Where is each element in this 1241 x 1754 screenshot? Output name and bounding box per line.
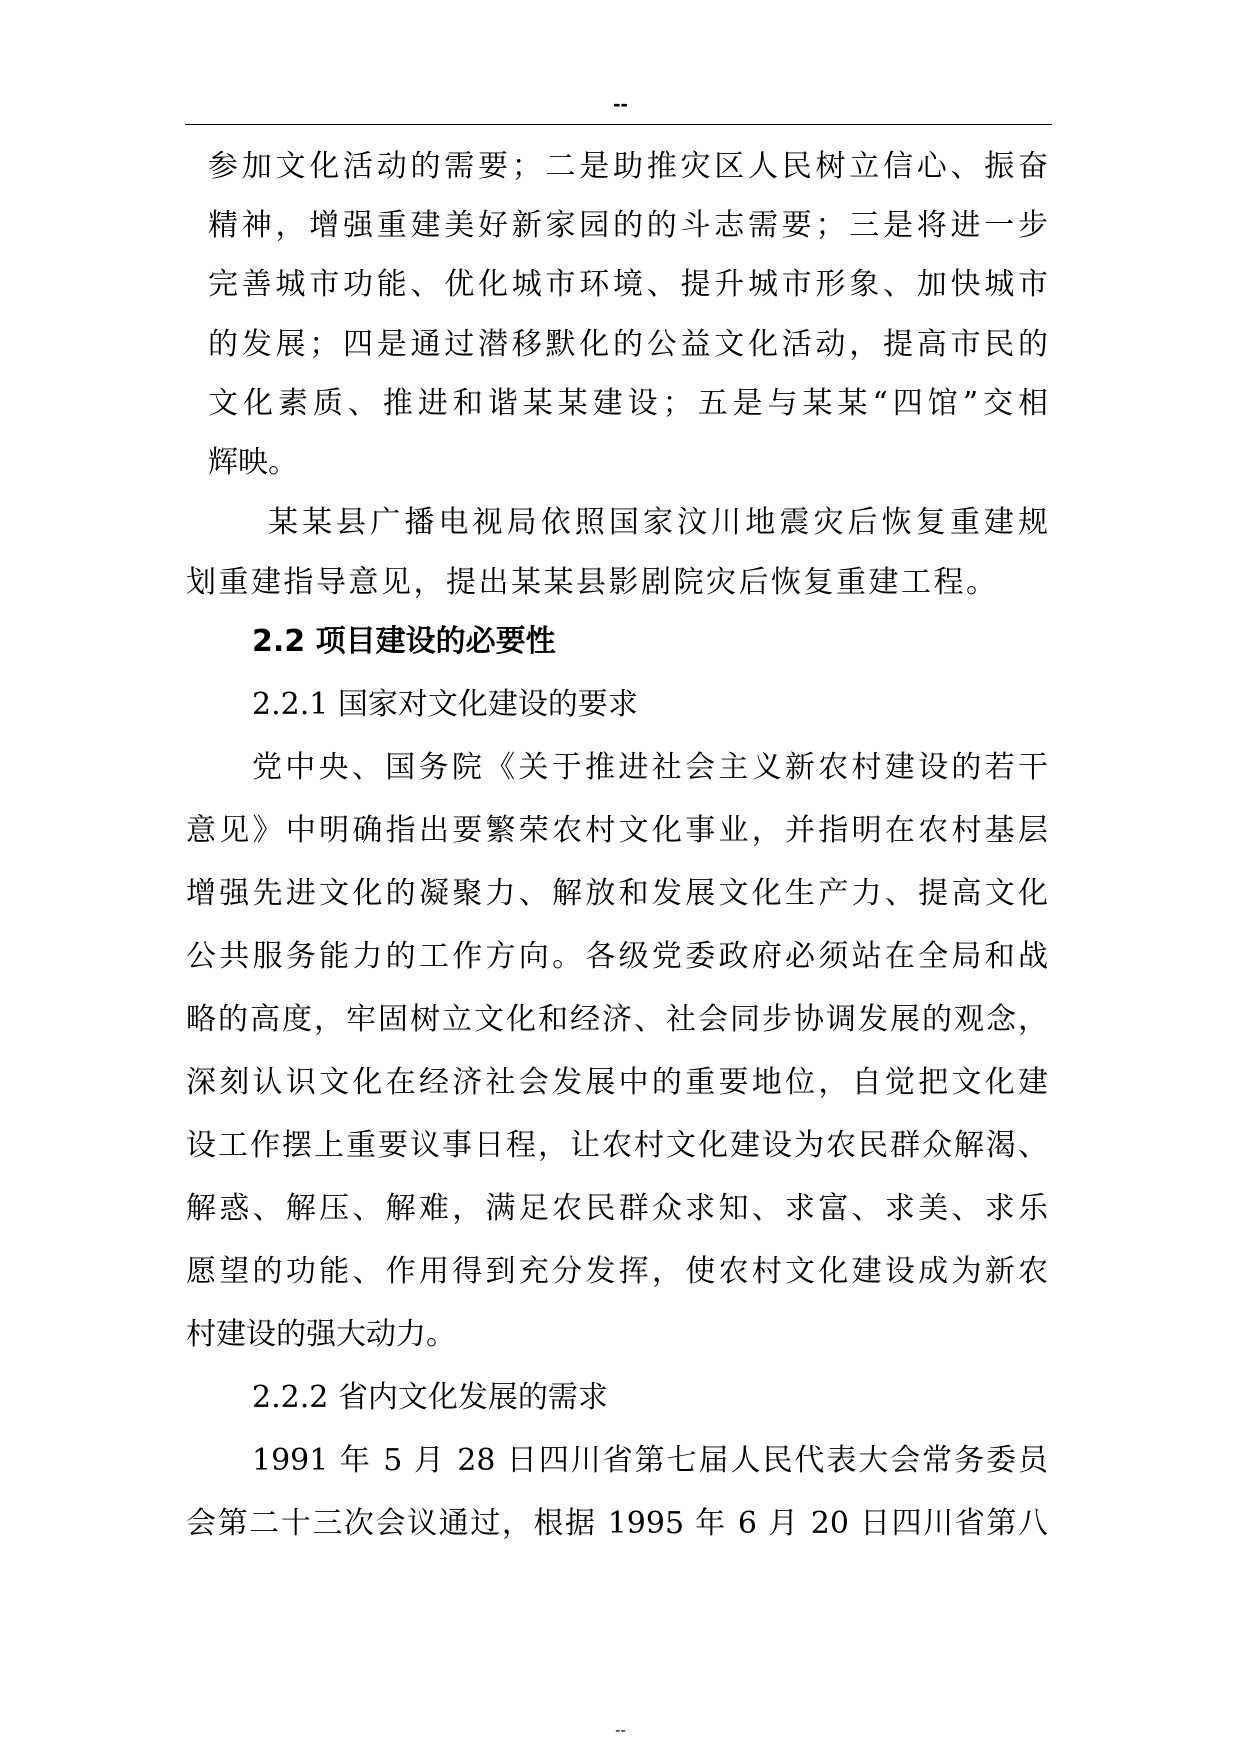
paragraph-line: 的发展；四是通过潜移默化的公益文化活动，提高市民的	[208, 327, 1048, 362]
paragraph-line: 村建设的强大动力。	[186, 1317, 456, 1352]
paragraph-line: 略的高度，牢固树立文化和经济、社会同步协调发展的观念，	[186, 1002, 1048, 1037]
footer-mark: --	[615, 1722, 626, 1739]
paragraph-line: 文化素质、推进和谐某某建设；五是与某某“四馆”交相	[208, 386, 1048, 421]
paragraph-line: 完善城市功能、优化城市环境、提升城市形象、加快城市	[208, 267, 1048, 302]
paragraph-line: 深刻认识文化在经济社会发展中的重要地位，自觉把文化建	[186, 1065, 1048, 1100]
header-rule	[185, 124, 1052, 125]
subsection-heading: 2.2.1 国家对文化建设的要求	[252, 687, 638, 722]
paragraph-line: 划重建指导意见，提出某某县影剧院灾后恢复重建工程。	[186, 565, 996, 600]
paragraph-line: 某某县广播电视局依照国家汶川地震灾后恢复重建规	[268, 505, 1048, 540]
paragraph-line: 参加文化活动的需要；二是助推灾区人民树立信心、振奋	[208, 149, 1048, 184]
paragraph-line: 增强先进文化的凝聚力、解放和发展文化生产力、提高文化	[186, 876, 1048, 911]
section-heading: 2.2 项目建设的必要性	[252, 624, 556, 659]
paragraph-line: 公共服务能力的工作方向。各级党委政府必须站在全局和战	[186, 939, 1048, 974]
paragraph-line: 会第二十三次会议通过，根据 1995 年 6 月 20 日四川省第八	[186, 1506, 1048, 1541]
paragraph-line: 辉映。	[208, 445, 298, 480]
subsection-heading: 2.2.2 省内文化发展的需求	[252, 1380, 608, 1415]
paragraph-line: 愿望的功能、作用得到充分发挥，使农村文化建设成为新农	[186, 1254, 1048, 1289]
paragraph-line: 精神，增强重建美好新家园的的斗志需要；三是将进一步	[208, 208, 1048, 243]
paragraph-line: 解惑、解压、解难，满足农民群众求知、求富、求美、求乐	[186, 1191, 1048, 1226]
paragraph-line: 党中央、国务院《关于推进社会主义新农村建设的若干	[252, 750, 1048, 785]
header-mark: --	[613, 91, 628, 116]
paragraph-line: 1991 年 5 月 28 日四川省第七届人民代表大会常务委员	[252, 1443, 1048, 1478]
paragraph-line: 设工作摆上重要议事日程，让农村文化建设为农民群众解渴、	[186, 1128, 1048, 1163]
paragraph-line: 意见》中明确指出要繁荣农村文化事业，并指明在农村基层	[186, 813, 1048, 848]
